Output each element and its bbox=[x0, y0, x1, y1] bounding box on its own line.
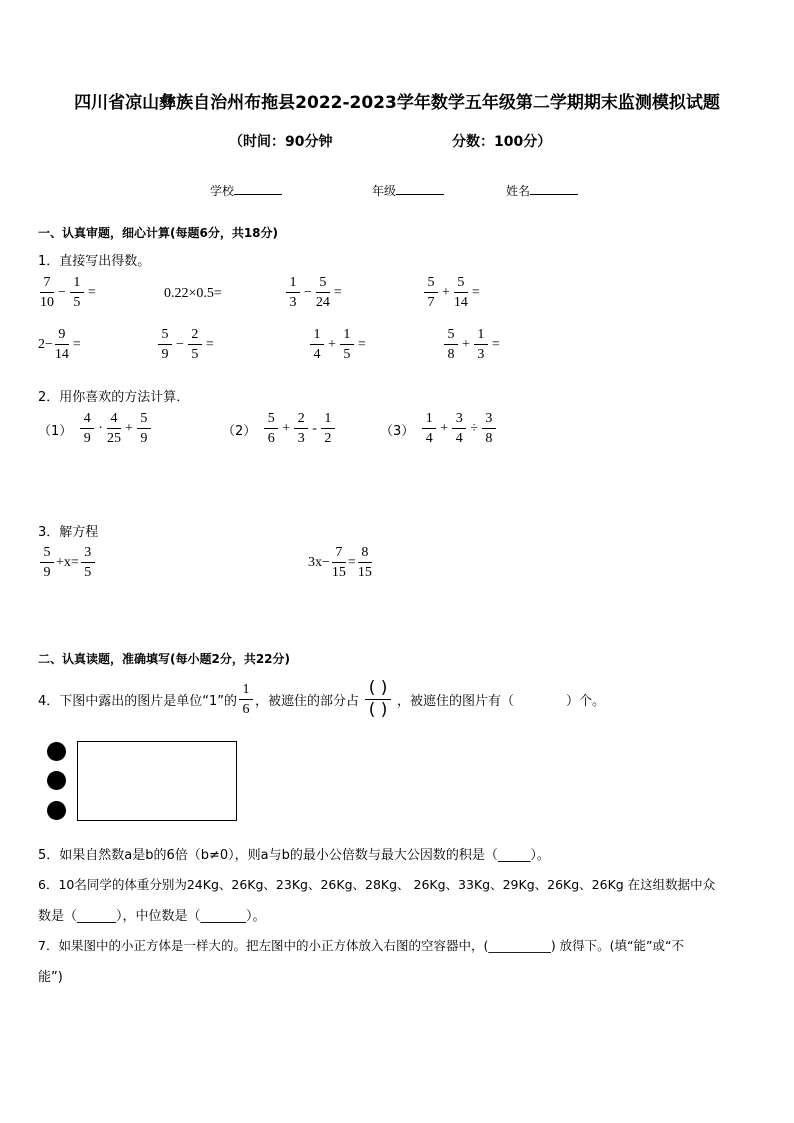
exposed-circle-1 bbox=[47, 742, 66, 761]
q4-text-1: 4．下图中露出的图片是单位“1”的 bbox=[38, 694, 238, 709]
name-field[interactable] bbox=[506, 182, 578, 199]
exposed-circle-2 bbox=[47, 771, 66, 790]
covering-rectangle bbox=[77, 741, 237, 821]
school-label: 学校 bbox=[210, 184, 235, 198]
name-label: 姓名 bbox=[506, 184, 531, 198]
q3-equation-2: 3x− $\frac{7}{15}$ = $\frac{8}{15}$ bbox=[308, 545, 372, 580]
q1-item-6: $\frac{5}{9}$ − $\frac{2}{5}$ = bbox=[156, 328, 216, 362]
q2-item-2: （2） $\frac{5}{6}$ + $\frac{2}{3}$ - $\frac{1}{2}$ bbox=[222, 412, 337, 446]
question-4 bbox=[38, 680, 605, 719]
section-1-heading: 一、认真审题，细心计算(每题6分，共18分) bbox=[38, 226, 279, 240]
q1-item-5: 2− $\frac{9}{14}$ = bbox=[38, 327, 81, 362]
q3-equation-1: $\frac{5}{9}$ +x= $\frac{3}{5}$ bbox=[38, 546, 97, 580]
q1-item-1: $\frac{7}{10}$ − $\frac{1}{5}$ = bbox=[40, 275, 96, 310]
question-1-prompt: 1．直接写出得数。 bbox=[38, 254, 151, 269]
q1-item-7: $\frac{1}{4}$ + $\frac{1}{5}$ = bbox=[308, 328, 368, 362]
grade-label: 年级 bbox=[372, 184, 397, 198]
question-2-prompt: 2．用你喜欢的方法计算． bbox=[38, 390, 190, 405]
question-6-line-1: 6．10名同学的体重分别为24Kg、26Kg、23Kg、26Kg、28Kg、 26Kg、33Kg、29Kg、26Kg、26Kg 在这组数据中众 bbox=[38, 877, 716, 892]
question-7-line-2: 能”) bbox=[38, 970, 63, 985]
grade-field[interactable] bbox=[372, 182, 444, 199]
exam-score: 分数：100分） bbox=[452, 134, 552, 150]
page-title: 四川省凉山彝族自治州布拖县2022-2023学年数学五年级第二学期期末监测模拟试题 bbox=[74, 93, 720, 113]
q2-item-3: （3） $\frac{1}{4}$ + $\frac{3}{4}$ ÷ $\frac{3}{8}$ bbox=[380, 412, 498, 446]
exposed-circle-3 bbox=[47, 801, 66, 820]
q4-text-2: ，被遮住的部分占 bbox=[255, 694, 360, 709]
q2-item-1: （1） $\frac{4}{9}$ · $\frac{4}{25}$ + $\frac{5}{9}$ bbox=[38, 412, 153, 446]
question-5: 5．如果自然数a是b的6倍（b≠0），则a与b的最小公倍数与最大公因数的积是（_____）。 bbox=[38, 848, 550, 863]
q1-item-4: $\frac{5}{7}$ + $\frac{5}{14}$ = bbox=[422, 276, 482, 310]
q1-item-3: $\frac{1}{3}$ − $\frac{5}{24}$ = bbox=[284, 276, 344, 310]
q1-item-8: $\frac{5}{8}$ + $\frac{1}{3}$ = bbox=[442, 328, 502, 362]
question-7-line-1: 7．如果图中的小正方体是一样大的。把左图中的小正方体放入右图的空容器中，(__________) 放得下。(填“能”或“不 bbox=[38, 938, 684, 953]
exam-time: （时间：90分钟 bbox=[229, 134, 333, 150]
q4-text-3: ，被遮住的图片有（ ）个。 bbox=[397, 694, 606, 709]
section-2-heading: 二、认真读题，准确填写(每小题2分，共22分) bbox=[38, 652, 291, 666]
question-3-prompt: 3．解方程 bbox=[38, 525, 99, 540]
question-6-line-2: 数是（______），中位数是（_______）。 bbox=[38, 909, 266, 924]
school-field[interactable] bbox=[210, 182, 282, 199]
q4-fraction: $\frac{1}{6}$ bbox=[239, 683, 253, 717]
q1-item-2: 0.22×0.5= bbox=[164, 286, 222, 301]
q4-answer-fraction-blank[interactable]: $\frac{( )}{( )}$ bbox=[365, 680, 391, 719]
